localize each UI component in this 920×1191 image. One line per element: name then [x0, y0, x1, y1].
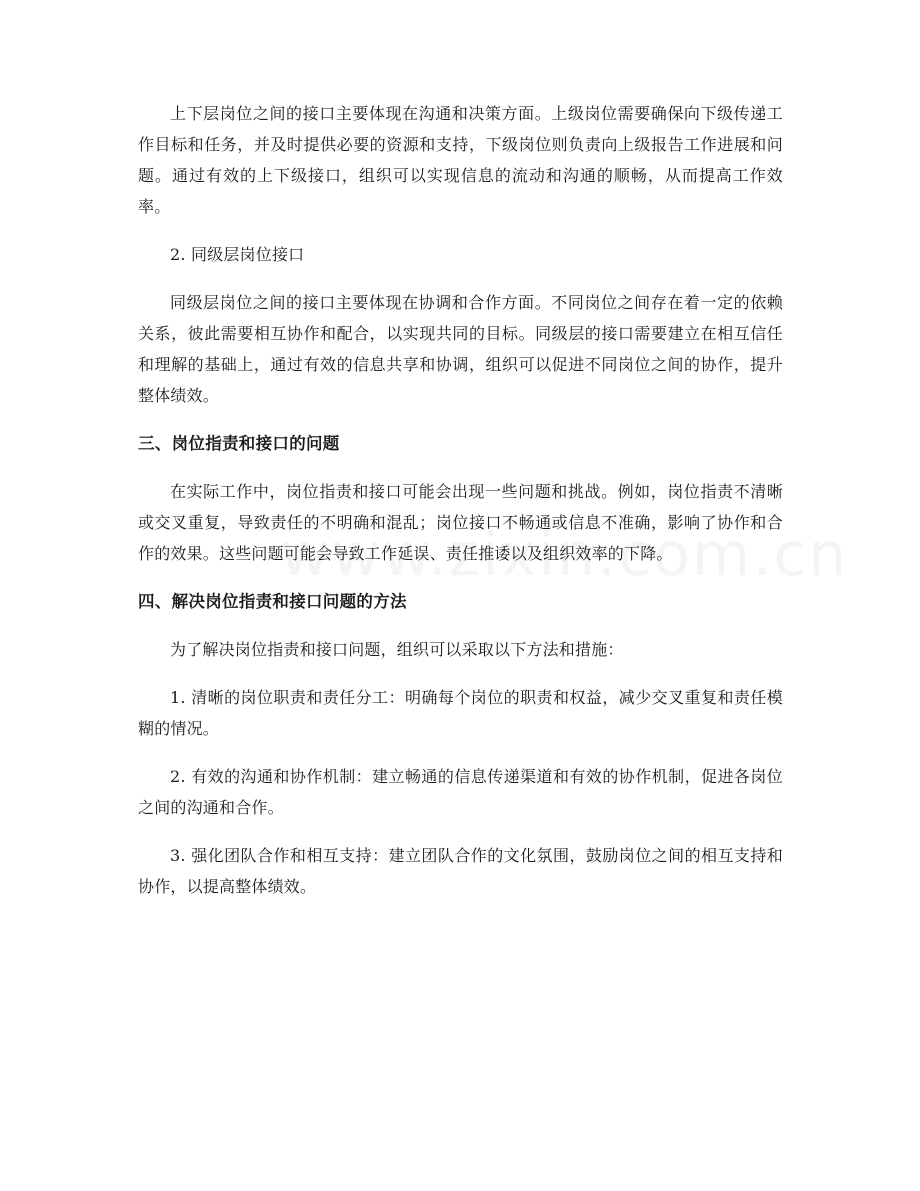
paragraph-vertical-interface: 上下层岗位之间的接口主要体现在沟通和决策方面。上级岗位需要确保向下级传递工作目标和任务，并及时提供必要的资源和支持，下级岗位则负责向上级报告工作进展和问题。通过有效的上下级接口，组织可以实现信息的流动和沟通的顺畅，从而提高工作效率。 [138, 104, 783, 216]
section-heading-solutions: 四、解决岗位指责和接口问题的方法 [138, 592, 407, 611]
document-body [138, 98, 783, 919]
list-item-clear-duties: 1. 清晰的岗位职责和责任分工：明确每个岗位的职责和权益，减少交叉重复和责任模糊的情况。 [138, 688, 783, 738]
list-item-teamwork: 3. 强化团队合作和相互支持：建立团队合作的文化氛围，鼓励岗位之间的相互支持和协作，以提高整体绩效。 [138, 846, 783, 896]
paragraph-problems: 在实际工作中，岗位指责和接口可能会出现一些问题和挑战。例如，岗位指责不清晰或交叉重复，导致责任的不明确和混乱；岗位接口不畅通或信息不准确，影响了协作和合作的效果。这些问题可能会导致工作延误、责任推诿以及组织效率的下降。 [138, 482, 783, 563]
paragraph-peer-interface: 同级层岗位之间的接口主要体现在协调和合作方面。不同岗位之间存在着一定的依赖关系，彼此需要相互协作和配合，以实现共同的目标。同级层的接口需要建立在相互信任和理解的基础上，通过有效的信息共享和协调，组织可以促进不同岗位之间的协作，提升整体绩效。 [138, 293, 783, 405]
section-heading-problems: 三、岗位指责和接口的问题 [138, 434, 340, 453]
list-item-communication: 2. 有效的沟通和协作机制：建立畅通的信息传递渠道和有效的协作机制，促进各岗位之间的沟通和合作。 [138, 767, 783, 817]
subheading-peer-interface: 2. 同级层岗位接口 [170, 245, 305, 264]
paragraph-solutions-intro: 为了解决岗位指责和接口问题，组织可以采取以下方法和措施： [170, 640, 624, 659]
